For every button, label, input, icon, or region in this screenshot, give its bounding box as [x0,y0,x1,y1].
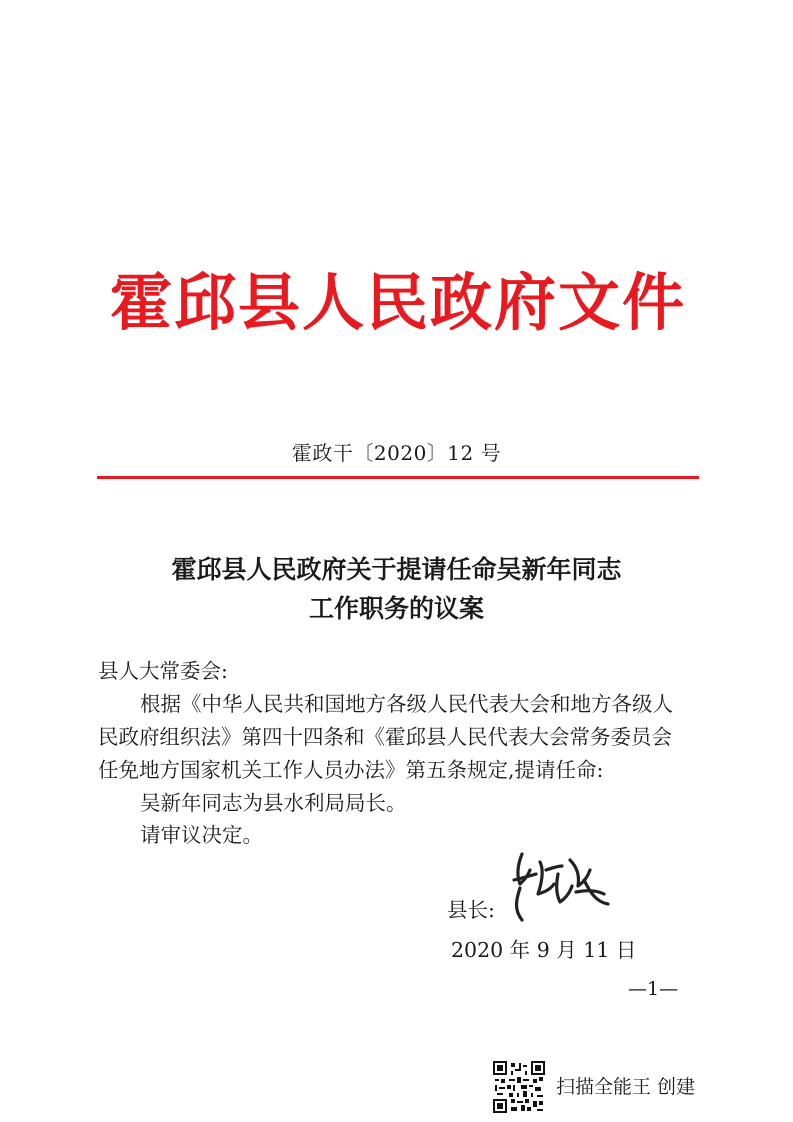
qr-code-icon [493,1061,545,1113]
body-line: 民政府组织法》第四十四条和《霍邱县人民代表大会常务委员会 [98,725,672,749]
issue-date: 2020 年 9 月 11 日 [451,938,637,962]
signatory-label: 县长: [447,898,495,922]
body-line: 吴新年同志为县水利局局长。 [140,791,407,815]
page-number: —1— [628,978,679,1000]
body-line: 请审议决定。 [140,823,263,847]
subject-line-2: 工作职务的议案 [308,594,484,623]
body-line: 任免地方国家机关工作人员办法》第五条规定,提请任命: [98,758,604,782]
handwritten-signature [500,840,620,930]
body-line: 根据《中华人民共和国地方各级人民代表大会和地方各级人 [140,692,673,716]
red-divider [97,476,699,479]
salutation: 县人大常委会: [98,659,228,683]
document-number: 霍政干〔2020〕12 号 [291,441,502,465]
subject-line-1: 霍邱县人民政府关于提请任命吴新年同志 [171,555,622,584]
scanner-watermark-label: 扫描全能王 创建 [556,1076,696,1098]
issuer-title: 霍邱县人民政府文件 [109,266,686,339]
